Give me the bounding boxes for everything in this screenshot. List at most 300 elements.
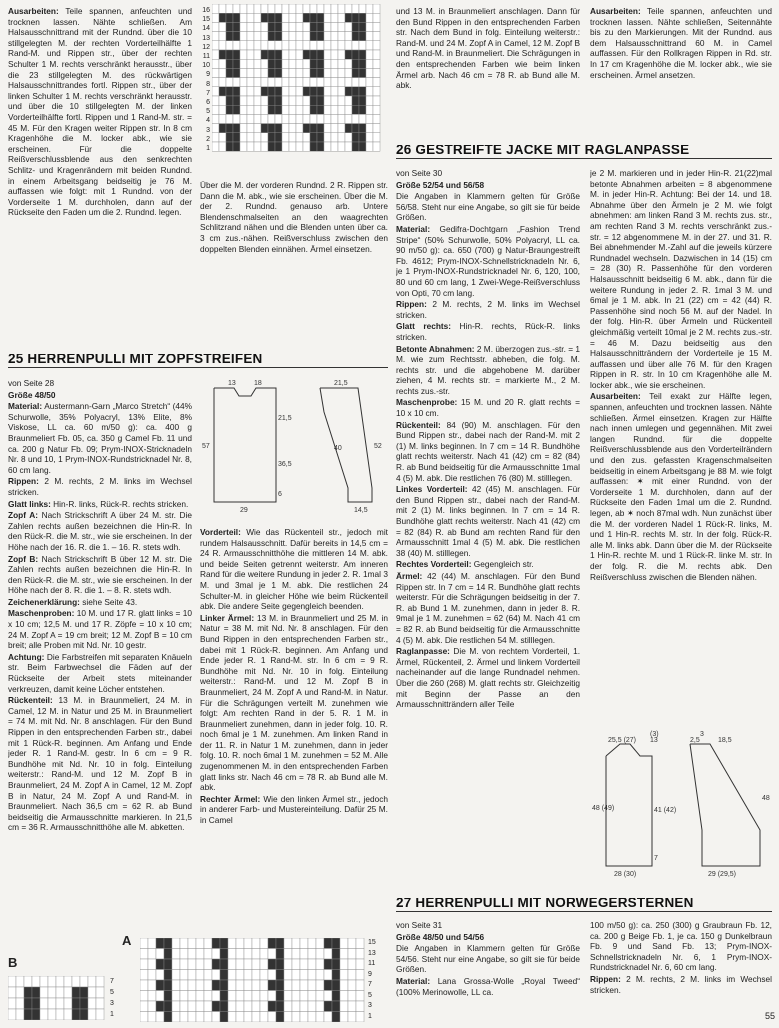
chart-cell bbox=[212, 96, 219, 105]
chart-cell bbox=[296, 68, 303, 77]
chart-cell bbox=[96, 1009, 104, 1020]
row-number: 13 bbox=[368, 949, 376, 957]
heading-26: 26 GESTREIFTE JACKE MIT RAGLANPASSE bbox=[396, 145, 772, 159]
chart-cell bbox=[366, 114, 373, 123]
paragraph: von Seite 28 bbox=[8, 378, 55, 388]
text-block bbox=[396, 920, 580, 997]
chart-cell bbox=[236, 980, 244, 991]
label-bottom: 28 (30) bbox=[614, 871, 637, 878]
paragraph: Größe 48/50 und 54/56 bbox=[396, 931, 485, 942]
schematic-25 bbox=[196, 378, 386, 518]
chart-cell bbox=[244, 1001, 252, 1012]
chart-cell bbox=[261, 68, 268, 77]
chart-cell bbox=[88, 976, 96, 987]
chart-cell bbox=[180, 1012, 188, 1023]
chart-cell bbox=[254, 114, 261, 123]
chart-cell bbox=[359, 22, 366, 31]
row-number: 12 bbox=[202, 43, 210, 51]
chart-cell bbox=[356, 959, 364, 970]
chart-cell bbox=[260, 1001, 268, 1012]
chart-cell bbox=[340, 991, 348, 1002]
col3-top-text bbox=[396, 6, 580, 136]
chart-cell bbox=[324, 991, 332, 1002]
chart-cell bbox=[359, 32, 366, 41]
chart-cell bbox=[303, 133, 310, 142]
chart-cell bbox=[292, 980, 300, 991]
chart-cell bbox=[226, 142, 233, 151]
chart-cell bbox=[366, 142, 373, 151]
page-number: 55 bbox=[764, 1011, 775, 1022]
chart-cell bbox=[204, 938, 212, 949]
chart-cell bbox=[240, 13, 247, 22]
text-block bbox=[200, 527, 388, 826]
chart-cell bbox=[32, 998, 40, 1009]
chart-cell bbox=[289, 96, 296, 105]
chart-cell bbox=[254, 68, 261, 77]
chart-cell bbox=[324, 41, 331, 50]
chart-cell bbox=[340, 1001, 348, 1012]
chart-cell bbox=[324, 96, 331, 105]
chart-cell bbox=[352, 114, 359, 123]
chart-cell bbox=[156, 1001, 164, 1012]
chart-cell bbox=[212, 13, 219, 22]
chart-cell bbox=[275, 87, 282, 96]
chart-cell bbox=[228, 1012, 236, 1023]
chart-cell bbox=[156, 949, 164, 960]
chart-cell bbox=[284, 980, 292, 991]
chart-cell bbox=[226, 114, 233, 123]
chart-cell bbox=[233, 78, 240, 87]
chart-cell bbox=[254, 50, 261, 59]
row-number: 5 bbox=[368, 991, 372, 999]
chart-cell bbox=[140, 959, 148, 970]
chart-cell bbox=[8, 976, 16, 987]
row-number: 8 bbox=[206, 80, 210, 88]
row-number: 9 bbox=[368, 970, 372, 978]
chart-cell bbox=[236, 970, 244, 981]
chart-cell bbox=[233, 142, 240, 151]
chart-cell bbox=[352, 4, 359, 13]
chart-cell bbox=[345, 4, 352, 13]
chart-cell bbox=[196, 1001, 204, 1012]
chart-cell bbox=[296, 22, 303, 31]
chart-cell bbox=[204, 1001, 212, 1012]
paragraph: von Seite 31 bbox=[396, 920, 443, 930]
chart-cell bbox=[356, 949, 364, 960]
chart-cell bbox=[289, 124, 296, 133]
chart-cell bbox=[226, 32, 233, 41]
chart-cell bbox=[88, 1009, 96, 1020]
chart-cell bbox=[373, 4, 380, 13]
chart-cell bbox=[268, 991, 276, 1002]
chart-cell bbox=[366, 124, 373, 133]
chart-cell bbox=[260, 938, 268, 949]
chart-cell bbox=[284, 991, 292, 1002]
chart-cell bbox=[331, 105, 338, 114]
chart-cell bbox=[300, 938, 308, 949]
chart-cell bbox=[296, 78, 303, 87]
chart-cell bbox=[373, 78, 380, 87]
chart-cell bbox=[317, 87, 324, 96]
chart-cell bbox=[212, 1001, 220, 1012]
chart-cell bbox=[282, 133, 289, 142]
chart-cell bbox=[331, 133, 338, 142]
chart-cell bbox=[317, 78, 324, 87]
chart-cell bbox=[310, 78, 317, 87]
row-number: 2 bbox=[206, 135, 210, 143]
chart-cell bbox=[345, 50, 352, 59]
label-top1: 25,5 (27) bbox=[608, 737, 637, 744]
chart-cell bbox=[282, 114, 289, 123]
chart-cell bbox=[244, 970, 252, 981]
chart-cell bbox=[240, 50, 247, 59]
chart-cell bbox=[275, 59, 282, 68]
chart-cell bbox=[331, 13, 338, 22]
chart-cell bbox=[220, 938, 228, 949]
chart-cell bbox=[188, 949, 196, 960]
chart-cell bbox=[8, 1009, 16, 1020]
chart-cell bbox=[212, 50, 219, 59]
chart-cell bbox=[345, 68, 352, 77]
schematic-26 bbox=[590, 730, 776, 878]
chart-cell bbox=[268, 949, 276, 960]
chart-cell bbox=[40, 976, 48, 987]
chart-cell bbox=[212, 133, 219, 142]
chart-cell bbox=[366, 133, 373, 142]
chart-cell bbox=[331, 22, 338, 31]
chart-cell bbox=[296, 32, 303, 41]
chart-cell bbox=[359, 59, 366, 68]
chart-cell bbox=[188, 1001, 196, 1012]
chart-cell bbox=[219, 105, 226, 114]
chart-cell bbox=[252, 949, 260, 960]
chart-cell bbox=[268, 1001, 276, 1012]
chart-cell bbox=[219, 142, 226, 151]
chart-cell bbox=[254, 4, 261, 13]
chart-cell bbox=[48, 987, 56, 998]
paragraph: Material: Gedifra-Dochtgarn „Fashion Trend Stripe“ (50% Schurwolle, 50% Polyacryl, LL ca. 90 m/50 g): ca. 650 (700) g Natur-Braungestreift Fb. 4612; Prym-INOX-Schnellstricknadeln Nr. 6, je 1 Prym-INOX-Rundstricknadel Nr. 6, 120, 100, 80 und 60 cm lang, 1 Zwei-Wege-Reißverschluss von Opti, 70 cm lang. bbox=[396, 223, 580, 298]
chart-cell bbox=[317, 50, 324, 59]
chart-cell bbox=[260, 970, 268, 981]
chart-cell bbox=[345, 96, 352, 105]
chart-cell bbox=[247, 114, 254, 123]
chart-cell bbox=[356, 980, 364, 991]
chart-cell bbox=[32, 1009, 40, 1020]
chart-cell bbox=[352, 78, 359, 87]
label-top4: 18,5 bbox=[718, 737, 732, 744]
chart-cell bbox=[261, 133, 268, 142]
paragraph: Die Angaben in Klammern gelten für Größe 54/56. Steht nur eine Angabe, so gilt sie für beide Größen. bbox=[396, 943, 580, 975]
chart-cell bbox=[261, 96, 268, 105]
chart-cell bbox=[212, 142, 219, 151]
chart-cell bbox=[345, 78, 352, 87]
chart-cell bbox=[164, 959, 172, 970]
chart-cell bbox=[212, 87, 219, 96]
paragraph: Maschenprobe: 15 M. und 20 R. glatt rechts = 10 x 10 cm. bbox=[396, 397, 580, 419]
text-block bbox=[200, 180, 388, 254]
chart-cell bbox=[268, 59, 275, 68]
chart-cell bbox=[310, 87, 317, 96]
chart-cell bbox=[219, 59, 226, 68]
chart-cell bbox=[317, 124, 324, 133]
chart-cell bbox=[331, 41, 338, 50]
chart-cell bbox=[303, 13, 310, 22]
paragraph: Rippen: 2 M. rechts, 2 M. links im Wechsel stricken. bbox=[8, 476, 192, 497]
chart-cell bbox=[244, 1012, 252, 1023]
chart-cell bbox=[252, 959, 260, 970]
chart-cell bbox=[345, 13, 352, 22]
chart-cell bbox=[226, 96, 233, 105]
chart-cell bbox=[303, 68, 310, 77]
chart-cell bbox=[296, 133, 303, 142]
chart-cell bbox=[289, 133, 296, 142]
chart-cell bbox=[345, 87, 352, 96]
chart-cell bbox=[303, 87, 310, 96]
chart-cell bbox=[16, 998, 24, 1009]
chart-cell bbox=[373, 41, 380, 50]
chart-cell bbox=[254, 13, 261, 22]
chart-cell bbox=[212, 114, 219, 123]
label-left-h: 48 (49) bbox=[592, 805, 615, 812]
chart-cell bbox=[48, 998, 56, 1009]
chart-cell bbox=[254, 78, 261, 87]
chart-cell bbox=[345, 59, 352, 68]
chart-cell bbox=[352, 142, 359, 151]
chart-cell bbox=[284, 970, 292, 981]
chart-cell bbox=[359, 87, 366, 96]
chart-cell bbox=[247, 13, 254, 22]
chart-cell bbox=[196, 1012, 204, 1023]
chart-cell bbox=[219, 22, 226, 31]
label-top3: 2,5 bbox=[690, 737, 700, 744]
chart-cell bbox=[212, 991, 220, 1002]
chart-cell bbox=[148, 938, 156, 949]
chart-cell bbox=[247, 59, 254, 68]
chart-cell bbox=[247, 142, 254, 151]
chart-cell bbox=[212, 105, 219, 114]
chart-cell bbox=[233, 50, 240, 59]
chart-row-numbers bbox=[196, 6, 210, 156]
chart-cell bbox=[310, 50, 317, 59]
chart-cell bbox=[148, 959, 156, 970]
chart-cell bbox=[236, 938, 244, 949]
chart-cell bbox=[276, 938, 284, 949]
stitch-chart-top bbox=[212, 4, 392, 172]
chart-cell bbox=[226, 4, 233, 13]
chart-cell bbox=[156, 980, 164, 991]
chart-cell bbox=[219, 96, 226, 105]
chart-cell bbox=[366, 96, 373, 105]
chart-cell bbox=[359, 124, 366, 133]
chart-cell bbox=[252, 1012, 260, 1023]
paragraph: Rippen: 2 M. rechts, 2 M. links im Wechsel stricken. bbox=[590, 973, 772, 995]
chart-cell bbox=[261, 13, 268, 22]
chart-cell bbox=[282, 4, 289, 13]
chart-cell bbox=[275, 96, 282, 105]
chart-cell bbox=[252, 980, 260, 991]
chart-cell bbox=[338, 105, 345, 114]
chart-cell bbox=[268, 959, 276, 970]
chart-cell bbox=[32, 987, 40, 998]
chart-cell bbox=[366, 22, 373, 31]
chart-cell bbox=[247, 105, 254, 114]
chart-cell bbox=[331, 68, 338, 77]
chart-cell bbox=[276, 1001, 284, 1012]
chart-cell bbox=[292, 949, 300, 960]
chart-cell bbox=[226, 124, 233, 133]
chart-cell bbox=[204, 991, 212, 1002]
chart-cell bbox=[252, 1001, 260, 1012]
chart-cell bbox=[340, 980, 348, 991]
chart-cell bbox=[284, 938, 292, 949]
label-bund-h: 7 bbox=[654, 855, 658, 862]
chart-cell bbox=[72, 987, 80, 998]
chart-cell bbox=[261, 114, 268, 123]
chart-cell bbox=[64, 987, 72, 998]
label-right-top: 21,5 bbox=[334, 380, 348, 387]
chart-cell bbox=[275, 114, 282, 123]
chart-cell bbox=[308, 970, 316, 981]
chart-cell bbox=[164, 1012, 172, 1023]
chart-cell bbox=[260, 959, 268, 970]
chart-cell bbox=[289, 4, 296, 13]
chart-cell bbox=[219, 41, 226, 50]
paragraph: und 13 M. in Braunmeliert anschlagen. Dann für den Bund Rippen in den entsprechenden Farben str. Nach dem Bund in folg. Einteilung weiterstr.: Rand-M. und 24 M. Zopf A in Camel, 12 M. Zopf B und Rand-M. in Braunmeliert. Die Schrägungen in den entsprechenden Farben wie beim linken Ärmel arb. Nach 46 cm = 78 R. ab Bund alle M. abk. bbox=[396, 6, 580, 91]
chart-cell bbox=[310, 105, 317, 114]
row-number: 11 bbox=[368, 960, 376, 967]
chart-cell bbox=[212, 970, 220, 981]
col4-section-27 bbox=[590, 920, 772, 1020]
chart-cell bbox=[220, 980, 228, 991]
chart-cell bbox=[276, 1012, 284, 1023]
chart-cell bbox=[303, 142, 310, 151]
chart-cell bbox=[316, 959, 324, 970]
chart-cell bbox=[247, 4, 254, 13]
chart-cell bbox=[303, 59, 310, 68]
label-sleeve-bottom: 29 (29,5) bbox=[708, 871, 737, 878]
chart-cell bbox=[310, 41, 317, 50]
chart-cell bbox=[317, 59, 324, 68]
row-number: 15 bbox=[202, 16, 210, 24]
chart-cell bbox=[317, 22, 324, 31]
chart-cell bbox=[275, 78, 282, 87]
chart-cell bbox=[308, 959, 316, 970]
chart-cell bbox=[366, 13, 373, 22]
chart-cell bbox=[268, 4, 275, 13]
chart-cell bbox=[220, 1001, 228, 1012]
label-t5: (3) bbox=[650, 731, 659, 738]
chart-cell bbox=[352, 96, 359, 105]
chart-cell bbox=[261, 78, 268, 87]
chart-cell bbox=[261, 142, 268, 151]
chart-cell bbox=[303, 50, 310, 59]
chart-cell bbox=[292, 959, 300, 970]
chart-cell bbox=[172, 980, 180, 991]
chart-cell bbox=[296, 4, 303, 13]
chart-cell bbox=[268, 13, 275, 22]
row-number: 10 bbox=[202, 62, 210, 70]
chart-cell bbox=[233, 13, 240, 22]
chart-cell bbox=[303, 4, 310, 13]
chart-cell bbox=[260, 1012, 268, 1023]
chart-cell bbox=[324, 4, 331, 13]
chart-cell bbox=[275, 124, 282, 133]
chart-cell bbox=[252, 938, 260, 949]
chart-cell bbox=[373, 114, 380, 123]
chart-cell bbox=[284, 1012, 292, 1023]
paragraph: Über die M. der vorderen Rundnd. 2 R. Rippen str. Dann die M. abk., wie sie erscheinen. Über die M. der 2. Rundnd. genauso arb. Untere Blendenschmalseiten an den waagrechten Schlitzrand nähen und die Blenden unten über ca. 3 cm zus.-nähen. Reißverschluss zwischen den doppelten Blenden einnähen. Ärmel einsetzen. bbox=[200, 180, 388, 254]
chart-cell bbox=[24, 998, 32, 1009]
chart-cell bbox=[308, 991, 316, 1002]
chart-cell bbox=[219, 133, 226, 142]
chart-cell bbox=[268, 32, 275, 41]
chart-cell bbox=[80, 987, 88, 998]
text-block bbox=[8, 378, 192, 833]
chart-cell bbox=[268, 22, 275, 31]
chart-cell bbox=[260, 980, 268, 991]
chart-b-row-numbers bbox=[110, 976, 124, 1020]
chart-cell bbox=[276, 959, 284, 970]
label-bottom: 29 bbox=[240, 507, 248, 514]
chart-cell bbox=[40, 987, 48, 998]
chart-cell bbox=[233, 4, 240, 13]
chart-cell bbox=[56, 998, 64, 1009]
chart-cell bbox=[220, 991, 228, 1002]
chart-cell bbox=[345, 133, 352, 142]
chart-cell bbox=[296, 13, 303, 22]
chart-cell bbox=[212, 68, 219, 77]
heading-25: 25 HERRENPULLI MIT ZOPFSTREIFEN bbox=[8, 354, 388, 368]
paragraph: Linker Ärmel: 13 M. in Braunmeliert und 25 M. in Natur = 38 M. mit Nd. Nr. 8 anschlagen. Für den Bund Rippen in den entsprechenden Farben str., dabei mit 1 Rück-R. beginnen. Am Anfang und Ende jeder R. 1 Rand-M. str. In 6 cm = 9 R. Bundhöhe mit Nd. Nr. 10 in folg. Einteilung weiterstr.: Rand-M. und 12 M. Zopf B in Braunmeliert, 24 M. Zopf A und Rand-M. in Natur. Für die Schrägungen verteilt M. zunehmen wie folgt: Am rechten Rand in der 5. R. 1 M. in Braunmeliert zunehmen, dann in jeder folg. 10. R. noch 6mal je 1 M. zunehmen. Am linken Rand in der 11. R. in Natur 1 M. zunehmen, dann in jeder folg. 10. R. noch 6mal 1 M. zunehmen = 52 M. Alle zugenommenen M. in den entsprechenden Farben glatt links str. Nach 46 cm = 78 R. ab Bund alle M. abk. bbox=[200, 612, 388, 793]
chart-cell bbox=[303, 96, 310, 105]
heading-27: 27 HERRENPULLI MIT NORWEGERSTERNEN bbox=[396, 898, 772, 912]
chart-cell bbox=[247, 50, 254, 59]
chart-cell bbox=[40, 1009, 48, 1020]
label-h-body: 36,5 bbox=[278, 461, 292, 468]
chart-cell bbox=[276, 980, 284, 991]
chart-cell bbox=[236, 959, 244, 970]
chart-cell bbox=[226, 50, 233, 59]
chart-cell bbox=[64, 998, 72, 1009]
chart-cell bbox=[324, 124, 331, 133]
chart-cell bbox=[254, 124, 261, 133]
chart-cell bbox=[289, 13, 296, 22]
chart-cell bbox=[268, 142, 275, 151]
row-number: 3 bbox=[110, 1000, 114, 1007]
chart-cell bbox=[233, 96, 240, 105]
chart-cell bbox=[16, 976, 24, 987]
chart-cell bbox=[180, 938, 188, 949]
chart-cell bbox=[219, 114, 226, 123]
chart-cell bbox=[88, 987, 96, 998]
chart-cell bbox=[284, 949, 292, 960]
chart-cell bbox=[303, 41, 310, 50]
chart-cell bbox=[56, 976, 64, 987]
chart-cell bbox=[282, 68, 289, 77]
chart-cell bbox=[275, 133, 282, 142]
chart-cell bbox=[373, 50, 380, 59]
row-number: 3 bbox=[368, 1002, 372, 1009]
chart-cell bbox=[359, 13, 366, 22]
chart-cell bbox=[261, 4, 268, 13]
chart-cell bbox=[268, 87, 275, 96]
chart-cell bbox=[268, 41, 275, 50]
chart-cell bbox=[172, 1001, 180, 1012]
chart-cell bbox=[40, 998, 48, 1009]
chart-cell bbox=[236, 991, 244, 1002]
chart-cell bbox=[317, 105, 324, 114]
chart-cell bbox=[340, 949, 348, 960]
